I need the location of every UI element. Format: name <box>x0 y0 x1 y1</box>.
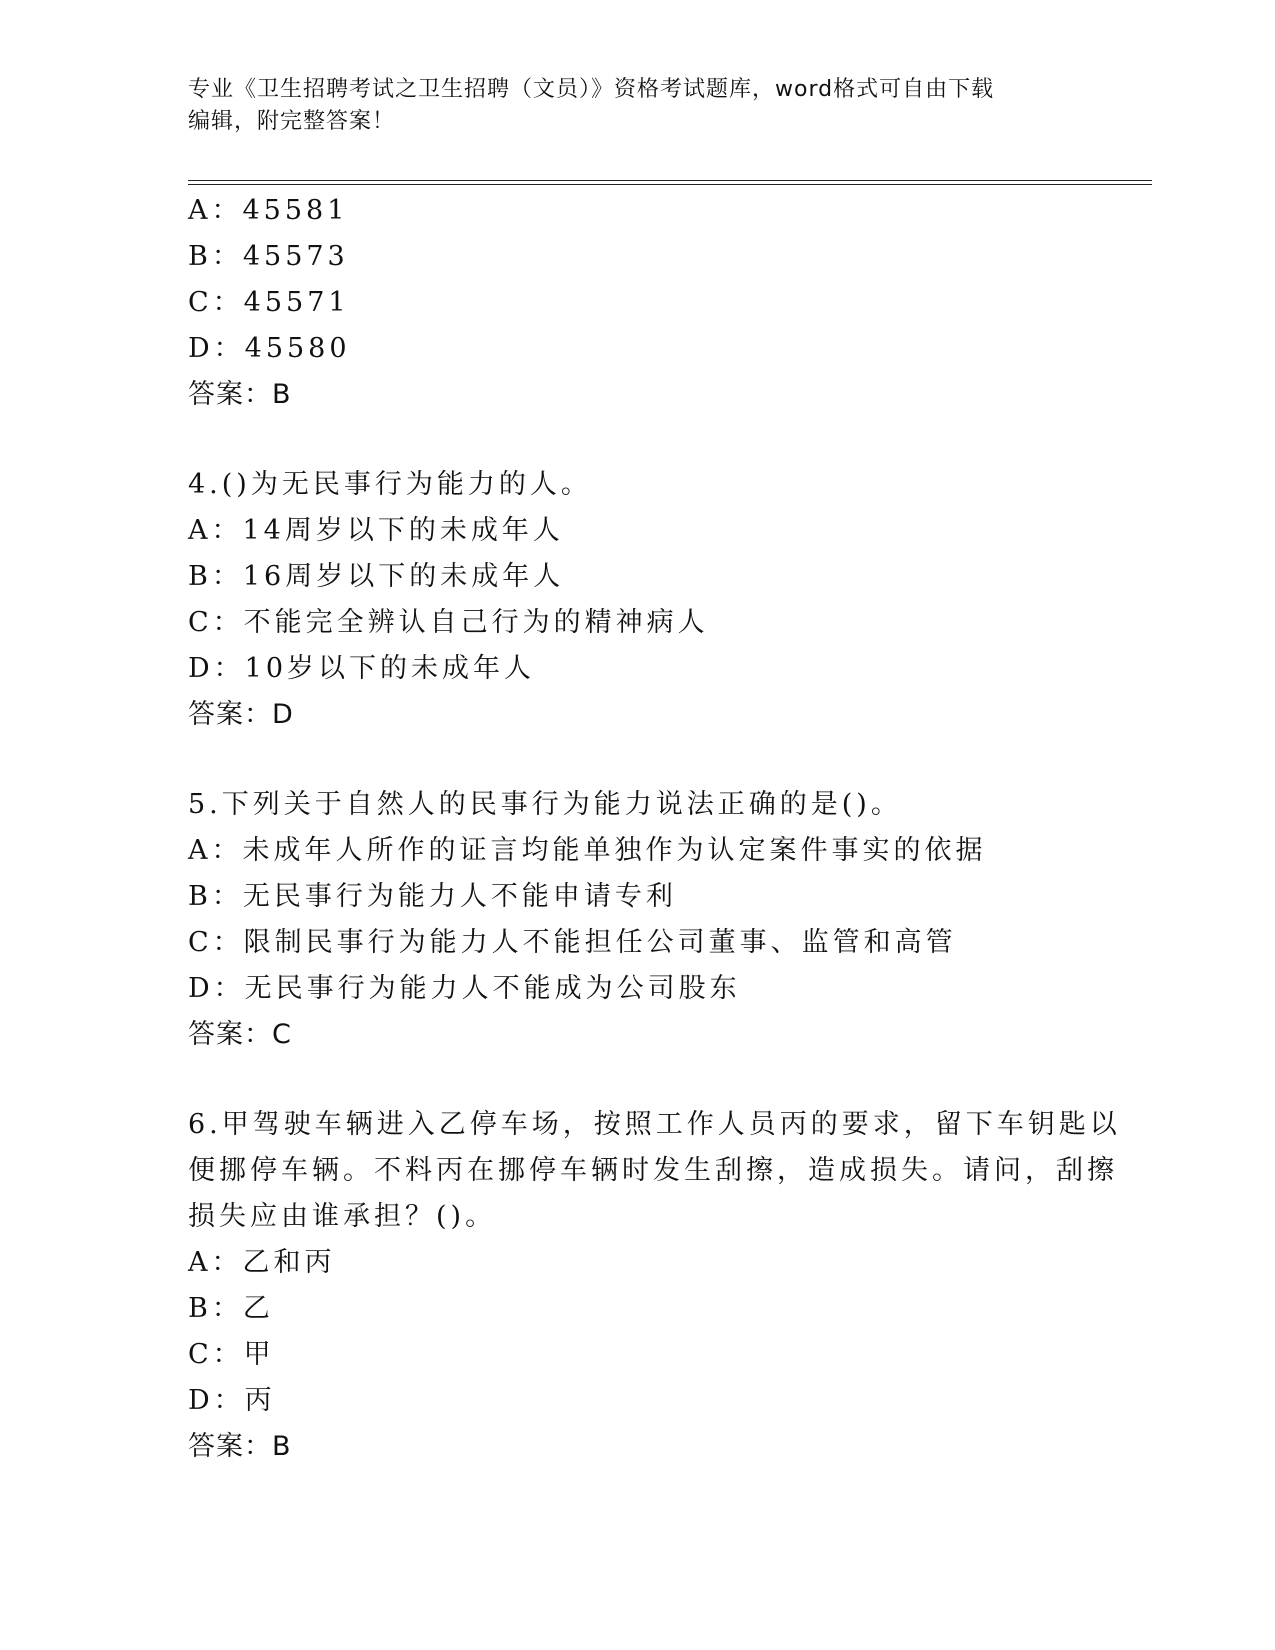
answer: 答案：D <box>188 699 294 730</box>
question-3 <box>188 188 1088 418</box>
header-divider-bottom <box>188 184 1152 185</box>
option-b: B：无民事行为能力人不能申请专利 <box>188 881 677 912</box>
question-stem: 4.()为无民事行为能力的人。 <box>188 469 592 500</box>
option-a: A：45581 <box>188 195 349 226</box>
option-c: C：甲 <box>188 1339 275 1370</box>
answer: 答案：C <box>188 1019 292 1050</box>
header-divider-top <box>188 180 1152 181</box>
header-line-2: 编辑，附完整答案！ <box>188 109 396 134</box>
option-a: A：未成年人所作的证言均能单独作为认定案件事实的依据 <box>188 835 987 866</box>
option-d: D：丙 <box>188 1385 276 1416</box>
question-stem-line-2: 便挪停车辆。不料丙在挪停车辆时发生刮擦，造成损失。请问，刮擦 <box>188 1155 1118 1186</box>
question-5 <box>188 782 1088 1058</box>
option-d: D：无民事行为能力人不能成为公司股东 <box>188 973 741 1004</box>
answer: 答案：B <box>188 379 292 410</box>
spacer <box>188 738 1088 782</box>
question-stem-line-1: 6.甲驾驶车辆进入乙停车场，按照工作人员丙的要求，留下车钥匙以 <box>188 1109 1121 1140</box>
spacer <box>188 418 1088 462</box>
option-b: B：16周岁以下的未成年人 <box>188 561 565 592</box>
option-a: A：乙和丙 <box>188 1247 336 1278</box>
option-c: C：限制民事行为能力人不能担任公司董事、监管和高管 <box>188 927 957 958</box>
option-b: B：乙 <box>188 1293 274 1324</box>
option-d: D：45580 <box>188 333 351 364</box>
option-b: B：45573 <box>188 241 349 272</box>
option-c: C：45571 <box>188 287 350 318</box>
option-c: C：不能完全辨认自己行为的精神病人 <box>188 607 709 638</box>
question-stem: 5.下列关于自然人的民事行为能力说法正确的是()。 <box>188 789 902 820</box>
document-header <box>188 74 1088 138</box>
question-4 <box>188 462 1088 738</box>
question-6 <box>188 1102 1121 1470</box>
option-d: D：10岁以下的未成年人 <box>188 653 536 684</box>
spacer <box>188 1058 1088 1102</box>
answer: 答案：B <box>188 1431 292 1462</box>
header-line-1: 专业《卫生招聘考试之卫生招聘（文员）》资格考试题库，word格式可自由下载 <box>188 77 995 102</box>
question-list <box>188 188 1121 1470</box>
option-a: A：14周岁以下的未成年人 <box>188 515 564 546</box>
question-stem-line-3: 损失应由谁承担？()。 <box>188 1201 497 1232</box>
